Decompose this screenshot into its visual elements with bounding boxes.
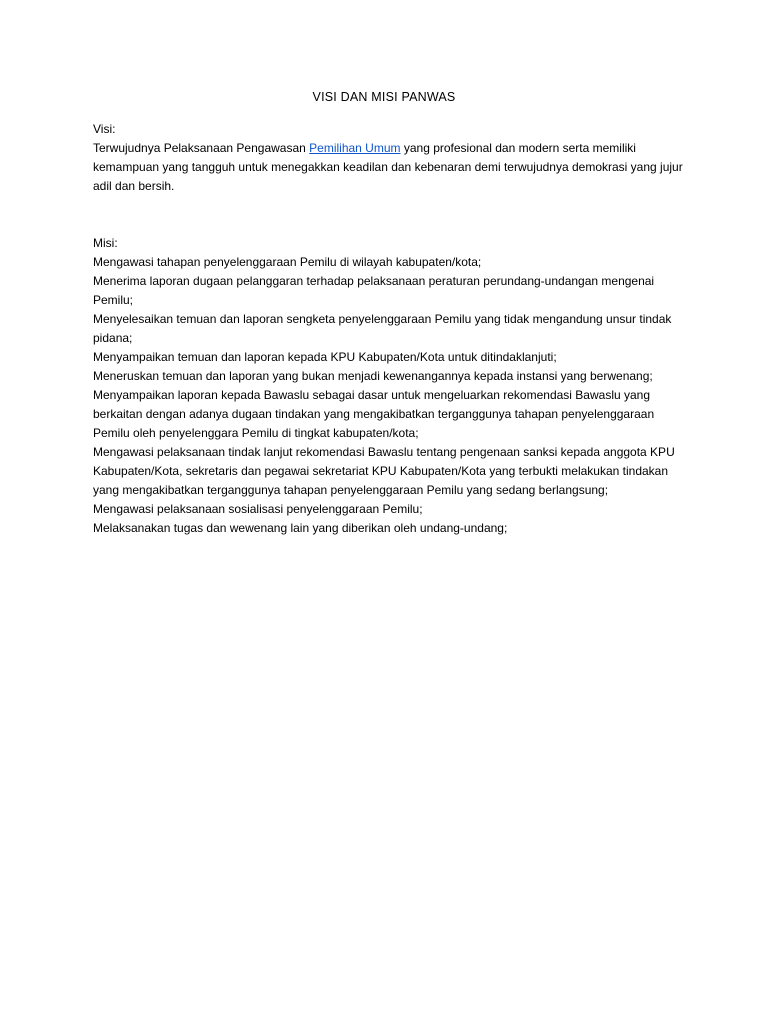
document-body [93,120,683,538]
misi-item: Mengawasi tahapan penyelenggaraan Pemilu di wilayah kabupaten/kota; [93,255,482,269]
section-spacer [93,196,683,234]
misi-item: Menyelesaikan temuan dan laporan sengketa penyelenggaraan Pemilu yang tidak mengandung unsur tindak pidana; [93,312,672,345]
misi-item: Menyampaikan temuan dan laporan kepada KPU Kabupaten/Kota untuk ditindaklanjuti; [93,350,557,364]
misi-item: Mengawasi pelaksanaan tindak lanjut rekomendasi Bawaslu tentang pengenaan sanksi kepada anggota KPU Kabupaten/Kota, sekretaris dan pegawai sekretariat KPU Kabupaten/Kota yang terbukti melakukan tindakan yang mengakibatkan terganggunya tahapan penyelenggaraan Pemilu yang sedang berlangsung; [93,445,675,497]
visi-heading: Visi: [93,122,116,136]
document-title: VISI DAN MISI PANWAS [312,90,456,104]
pemilihan-umum-link[interactable]: Pemilihan Umum [309,141,401,155]
visi-text-after-link: yang profesional dan modern serta memiliki kemampuan yang tangguh untuk menegakkan keadilan dan kebenaran demi terwujudnya demokrasi yang jujur adil dan bersih. [93,141,683,193]
misi-item: Mengawasi pelaksanaan sosialisasi penyelenggaraan Pemilu; [93,502,423,516]
misi-heading: Misi: [93,236,118,250]
misi-item: Menyampaikan laporan kepada Bawaslu sebagai dasar untuk mengeluarkan rekomendasi Bawaslu yang berkaitan dengan adanya dugaan tindakan yang mengakibatkan terganggunya tahapan penyelenggaraan Pemilu oleh penyelenggara Pemilu di tingkat kabupaten/kota; [93,388,655,440]
misi-item: Meneruskan temuan dan laporan yang bukan menjadi kewenangannya kepada instansi yang berwenang; [93,369,653,383]
misi-list [93,253,683,538]
visi-paragraph [93,139,683,196]
visi-text-before-link: Terwujudnya Pelaksanaan Pengawasan [93,141,310,155]
misi-item: Melaksanakan tugas dan wewenang lain yang diberikan oleh undang-undang; [93,521,508,535]
misi-item: Menerima laporan dugaan pelanggaran terhadap pelaksanaan peraturan perundang-undangan mengenai Pemilu; [93,274,655,307]
